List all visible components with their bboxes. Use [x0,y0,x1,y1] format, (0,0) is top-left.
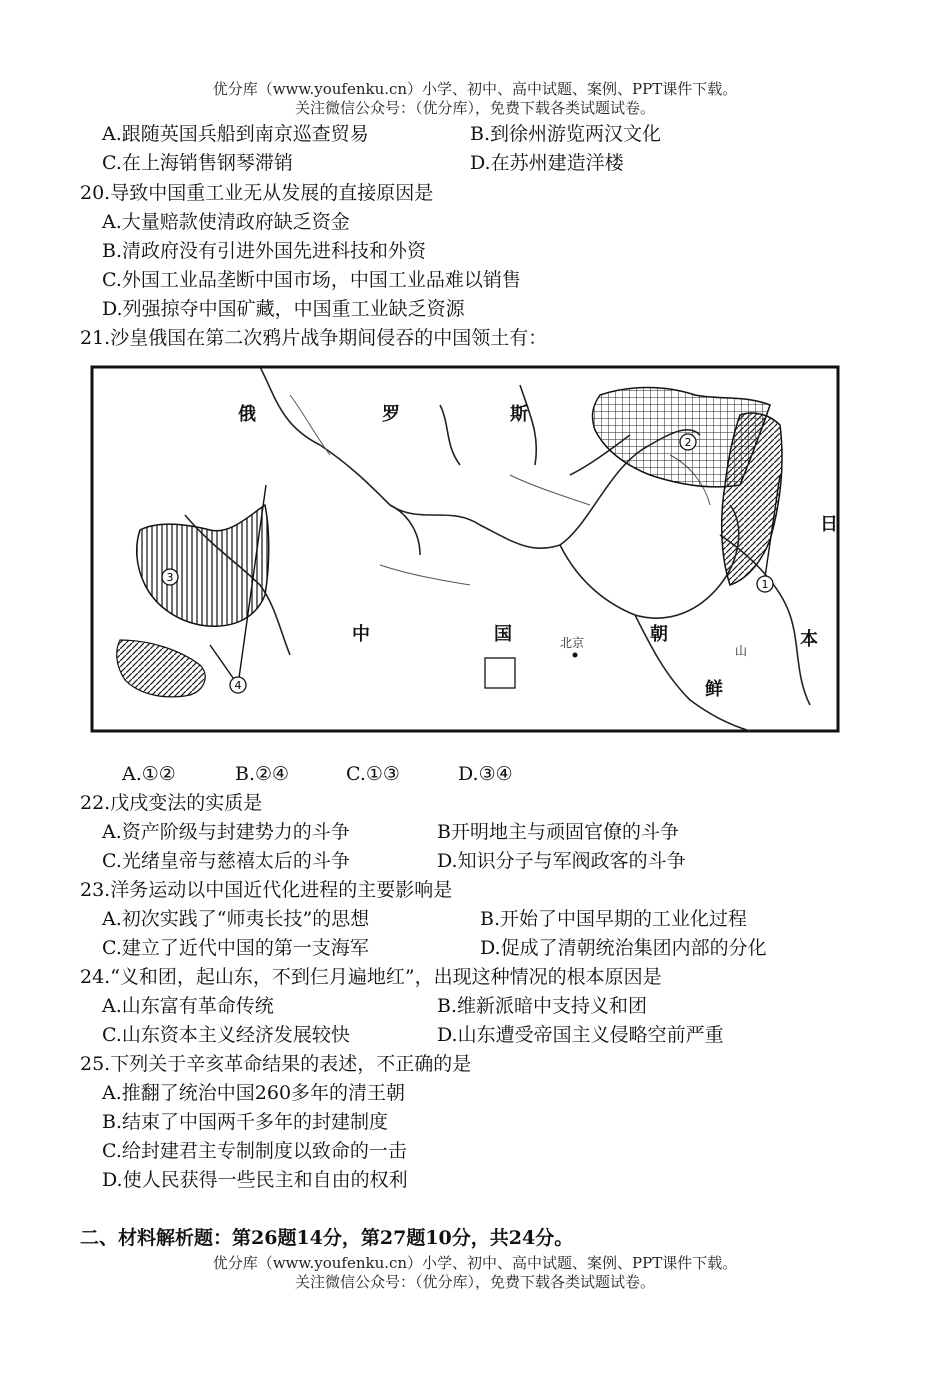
header-line-2: 关注微信公众号：（优分库），免费下载各类试题试卷。 [294,99,655,117]
q19-option-a: A.跟随英国兵船到南京巡查贸易 [102,123,369,145]
footer-line-1: 优分库（www.youfenku.cn）小学、初中、高中试题、案例、PPT课件下载。 [212,1254,738,1272]
q19-option-d: D.在苏州建造洋楼 [470,152,624,174]
footer-line-2: 关注微信公众号：（优分库），免费下载各类试题试卷。 [294,1273,655,1291]
q24-option-d: D.山东遭受帝国主义侵略空前严重 [437,1024,724,1046]
q23-option-d: D.促成了清朝统治集团内部的分化 [480,937,767,959]
marker-4: 4 [234,679,242,692]
q21-option-c: C.①③ [346,763,400,785]
q22-option-a: A.资产阶级与封建势力的斗争 [102,821,350,843]
label-mountain: 山 [735,644,748,658]
q24-option-b: B.维新派暗中支持义和团 [437,995,648,1017]
label-china-2: 国 [494,624,512,645]
q21-option-b: B.②④ [235,763,290,785]
q25-option-a: A.推翻了统治中国260多年的清王朝 [102,1082,406,1104]
q22-stem: 22.戊戌变法的实质是 [80,792,263,814]
q19-option-b: B.到徐州游览两汉文化 [470,123,662,145]
label-russia-2: 罗 [382,404,400,425]
q22-option-d: D.知识分子与军阀政客的斗争 [437,850,686,872]
q24-option-a: A.山东富有革命传统 [102,995,274,1017]
q20-stem: 20.导致中国重工业无从发展的直接原因是 [80,182,434,204]
bohai-box [485,658,515,688]
label-japan-1: 日 [820,514,838,535]
section-2-title: 二、材料解析题：第26题14分，第27题10分，共24分。 [80,1227,574,1249]
q23-stem: 23.洋务运动以中国近代化进程的主要影响是 [80,879,453,901]
q25-option-c: C.给封建君主专制制度以致命的一击 [102,1140,407,1162]
beijing-dot [573,653,578,658]
q23-option-a: A.初次实践了“师夷长技”的思想 [102,908,370,930]
q25-option-d: D.使人民获得一些民主和自由的权利 [102,1169,408,1191]
marker-3: 3 [166,571,174,584]
q22-option-b: B开明地主与顽固官僚的斗争 [437,821,679,843]
q22-option-c: C.光绪皇帝与慈禧太后的斗争 [102,850,350,872]
label-beijing: 北京 [560,636,585,650]
q23-option-b: B.开始了中国早期的工业化过程 [480,908,748,930]
q21-stem: 21.沙皇俄国在第二次鸦片战争期间侵吞的中国领土有： [80,327,548,349]
label-japan-2: 本 [800,629,818,650]
q25-stem: 25.下列关于辛亥革命结果的表述，不正确的是 [80,1053,472,1075]
marker-2: 2 [684,436,692,449]
q20-option-b: B.清政府没有引进外国先进科技和外资 [102,240,427,262]
label-korea-1: 朝 [650,624,668,645]
q20-option-a: A.大量赔款使清政府缺乏资金 [102,211,350,233]
q23-option-c: C.建立了近代中国的第一支海军 [102,937,369,959]
q25-option-b: B.结束了中国两千多年的封建制度 [102,1111,389,1133]
marker-1: 1 [761,578,769,591]
q24-option-c: C.山东资本主义经济发展较快 [102,1024,350,1046]
q20-option-d: D.列强掠夺中国矿藏，中国重工业缺乏资源 [102,298,465,320]
q19-option-c: C.在上海销售钢琴滞销 [102,152,293,174]
label-russia-3: 斯 [510,404,528,425]
q21-option-a: A.①② [122,763,176,785]
label-korea-2: 鲜 [705,679,723,700]
q21-map [90,355,841,735]
q24-stem: 24.“义和团，起山东，不到仨月遍地红”，出现这种情况的根本原因是 [80,966,662,988]
label-china-1: 中 [352,624,370,645]
q21-option-d: D.③④ [458,763,513,785]
header-line-1: 优分库（www.youfenku.cn）小学、初中、高中试题、案例、PPT课件下载。 [212,80,738,98]
q20-option-c: C.外国工业品垄断中国市场，中国工业品难以销售 [102,269,521,291]
label-russia-1: 俄 [238,404,256,425]
